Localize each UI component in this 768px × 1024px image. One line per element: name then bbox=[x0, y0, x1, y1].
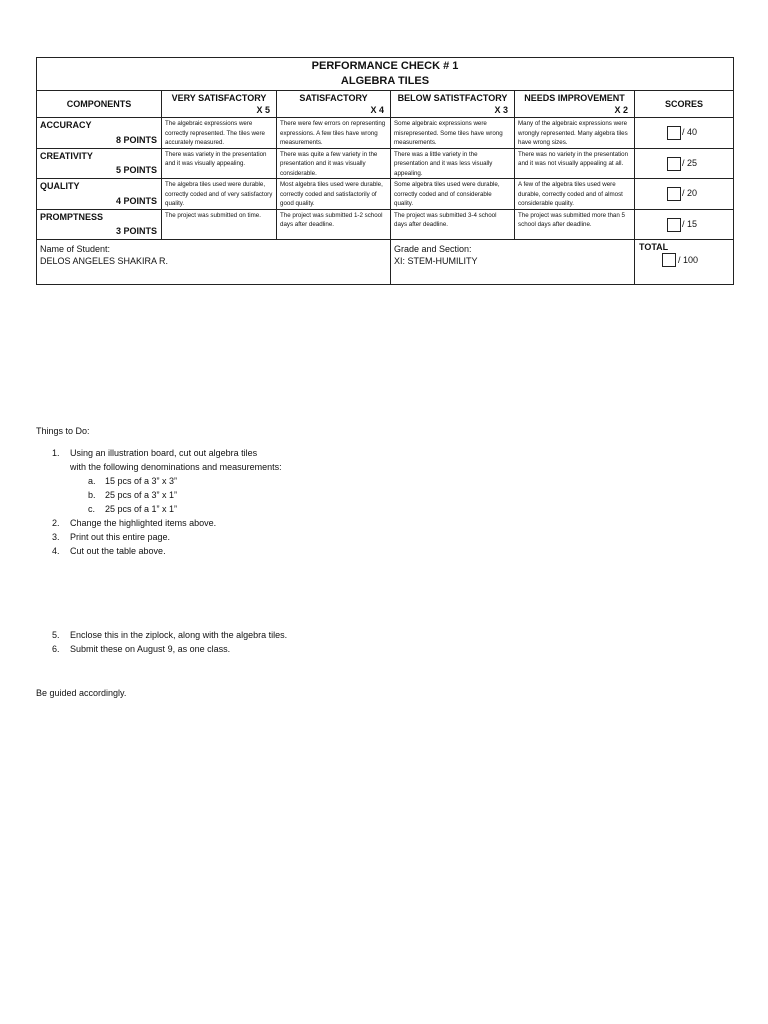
title-line-2: ALGEBRA TILES bbox=[340, 75, 430, 87]
criterion-cell: The algebra tiles used were durable, correctly coded and of very satisfactory quality. bbox=[162, 179, 277, 210]
criterion-cell: The project was submitted more than 5 school days after deadline. bbox=[515, 209, 635, 239]
title-line-1: PERFORMANCE CHECK # 1 bbox=[311, 60, 459, 72]
closing-note: Be guided accordingly. bbox=[36, 688, 127, 698]
total-label: TOTAL bbox=[639, 241, 669, 252]
rubric-table bbox=[36, 57, 734, 285]
score-box[interactable] bbox=[667, 126, 681, 140]
scores-header: SCORES bbox=[635, 91, 734, 118]
criterion-cell: The project was submitted on time. bbox=[162, 209, 277, 239]
table-row bbox=[37, 118, 734, 149]
grade-section-cell bbox=[391, 239, 635, 284]
instructions-heading: Things to Do: bbox=[36, 426, 90, 436]
level-header-satisfactory: SATISFACTORY X 4 bbox=[277, 91, 391, 118]
header-row bbox=[37, 91, 734, 118]
criterion-cell: Some algebraic expressions were misrepresented. Some tiles have wrong measurements. bbox=[391, 118, 515, 149]
score-box[interactable] bbox=[667, 187, 681, 201]
criterion-cell: Most algebra tiles used were durable, correctly coded and satisfactorily of good quality. bbox=[277, 179, 391, 210]
score-cell: / 15 bbox=[635, 209, 734, 239]
criterion-cell: Some algebra tiles used were durable, correctly coded and of considerable quality. bbox=[391, 179, 515, 210]
criterion-cell: The algebraic expressions were correctly represented. The tiles were accurately measured. bbox=[162, 118, 277, 149]
component-accuracy: ACCURACY 8 POINTS bbox=[37, 118, 162, 149]
criterion-cell: There was quite a few variety in the presentation and it was visually considerable. bbox=[277, 148, 391, 179]
total-cell bbox=[635, 239, 734, 284]
level-header-below-satisfactory: BELOW SATISTFACTORY X 3 bbox=[391, 91, 515, 118]
score-box[interactable] bbox=[667, 157, 681, 171]
criterion-cell: The project was submitted 3-4 school days after deadline. bbox=[391, 209, 515, 239]
level-header-needs-improvement: NEEDS IMPROVEMENT X 2 bbox=[515, 91, 635, 118]
criterion-cell: There was no variety in the presentation and it was not visually appealing at all. bbox=[515, 148, 635, 179]
components-header: COMPONENTS bbox=[37, 91, 162, 118]
component-quality: QUALITY 4 POINTS bbox=[37, 179, 162, 210]
table-row bbox=[37, 148, 734, 179]
component-creativity: CREATIVITY 5 POINTS bbox=[37, 148, 162, 179]
score-cell: / 20 bbox=[635, 179, 734, 210]
score-box[interactable] bbox=[667, 218, 681, 232]
criterion-cell: The project was submitted 1-2 school days after deadline. bbox=[277, 209, 391, 239]
student-name-label: Name of Student: bbox=[40, 243, 111, 254]
criterion-cell: There was a little variety in the presentation and it was less visually appealing. bbox=[391, 148, 515, 179]
footer-row bbox=[37, 239, 734, 284]
student-name-cell bbox=[37, 239, 391, 284]
level-header-very-satisfactory: VERY SATISFACTORY X 5 bbox=[162, 91, 277, 118]
criterion-cell: A few of the algebra tiles used were durable, correctly coded and of almost considerable quality. bbox=[515, 179, 635, 210]
score-cell: / 25 bbox=[635, 148, 734, 179]
grade-section-value: XI: STEM-HUMILITY bbox=[394, 255, 478, 266]
score-cell: / 40 bbox=[635, 118, 734, 149]
rubric-title bbox=[37, 58, 734, 91]
criterion-cell: There were few errors on representing expressions. A few tiles have wrong measurements. bbox=[277, 118, 391, 149]
table-row bbox=[37, 179, 734, 210]
student-name-value: DELOS ANGELES SHAKIRA R. bbox=[40, 255, 169, 266]
total-value: / 100 bbox=[678, 254, 699, 265]
table-row bbox=[37, 209, 734, 239]
grade-section-label: Grade and Section: bbox=[394, 243, 472, 254]
criterion-cell: Many of the algebraic expressions were wrongly represented. Many algebra tiles have wrong sizes. bbox=[515, 118, 635, 149]
total-score-box[interactable] bbox=[662, 253, 676, 267]
component-promptness: PROMPTNESS 3 POINTS bbox=[37, 209, 162, 239]
criterion-cell: There was variety in the presentation and it was visually appealing. bbox=[162, 148, 277, 179]
